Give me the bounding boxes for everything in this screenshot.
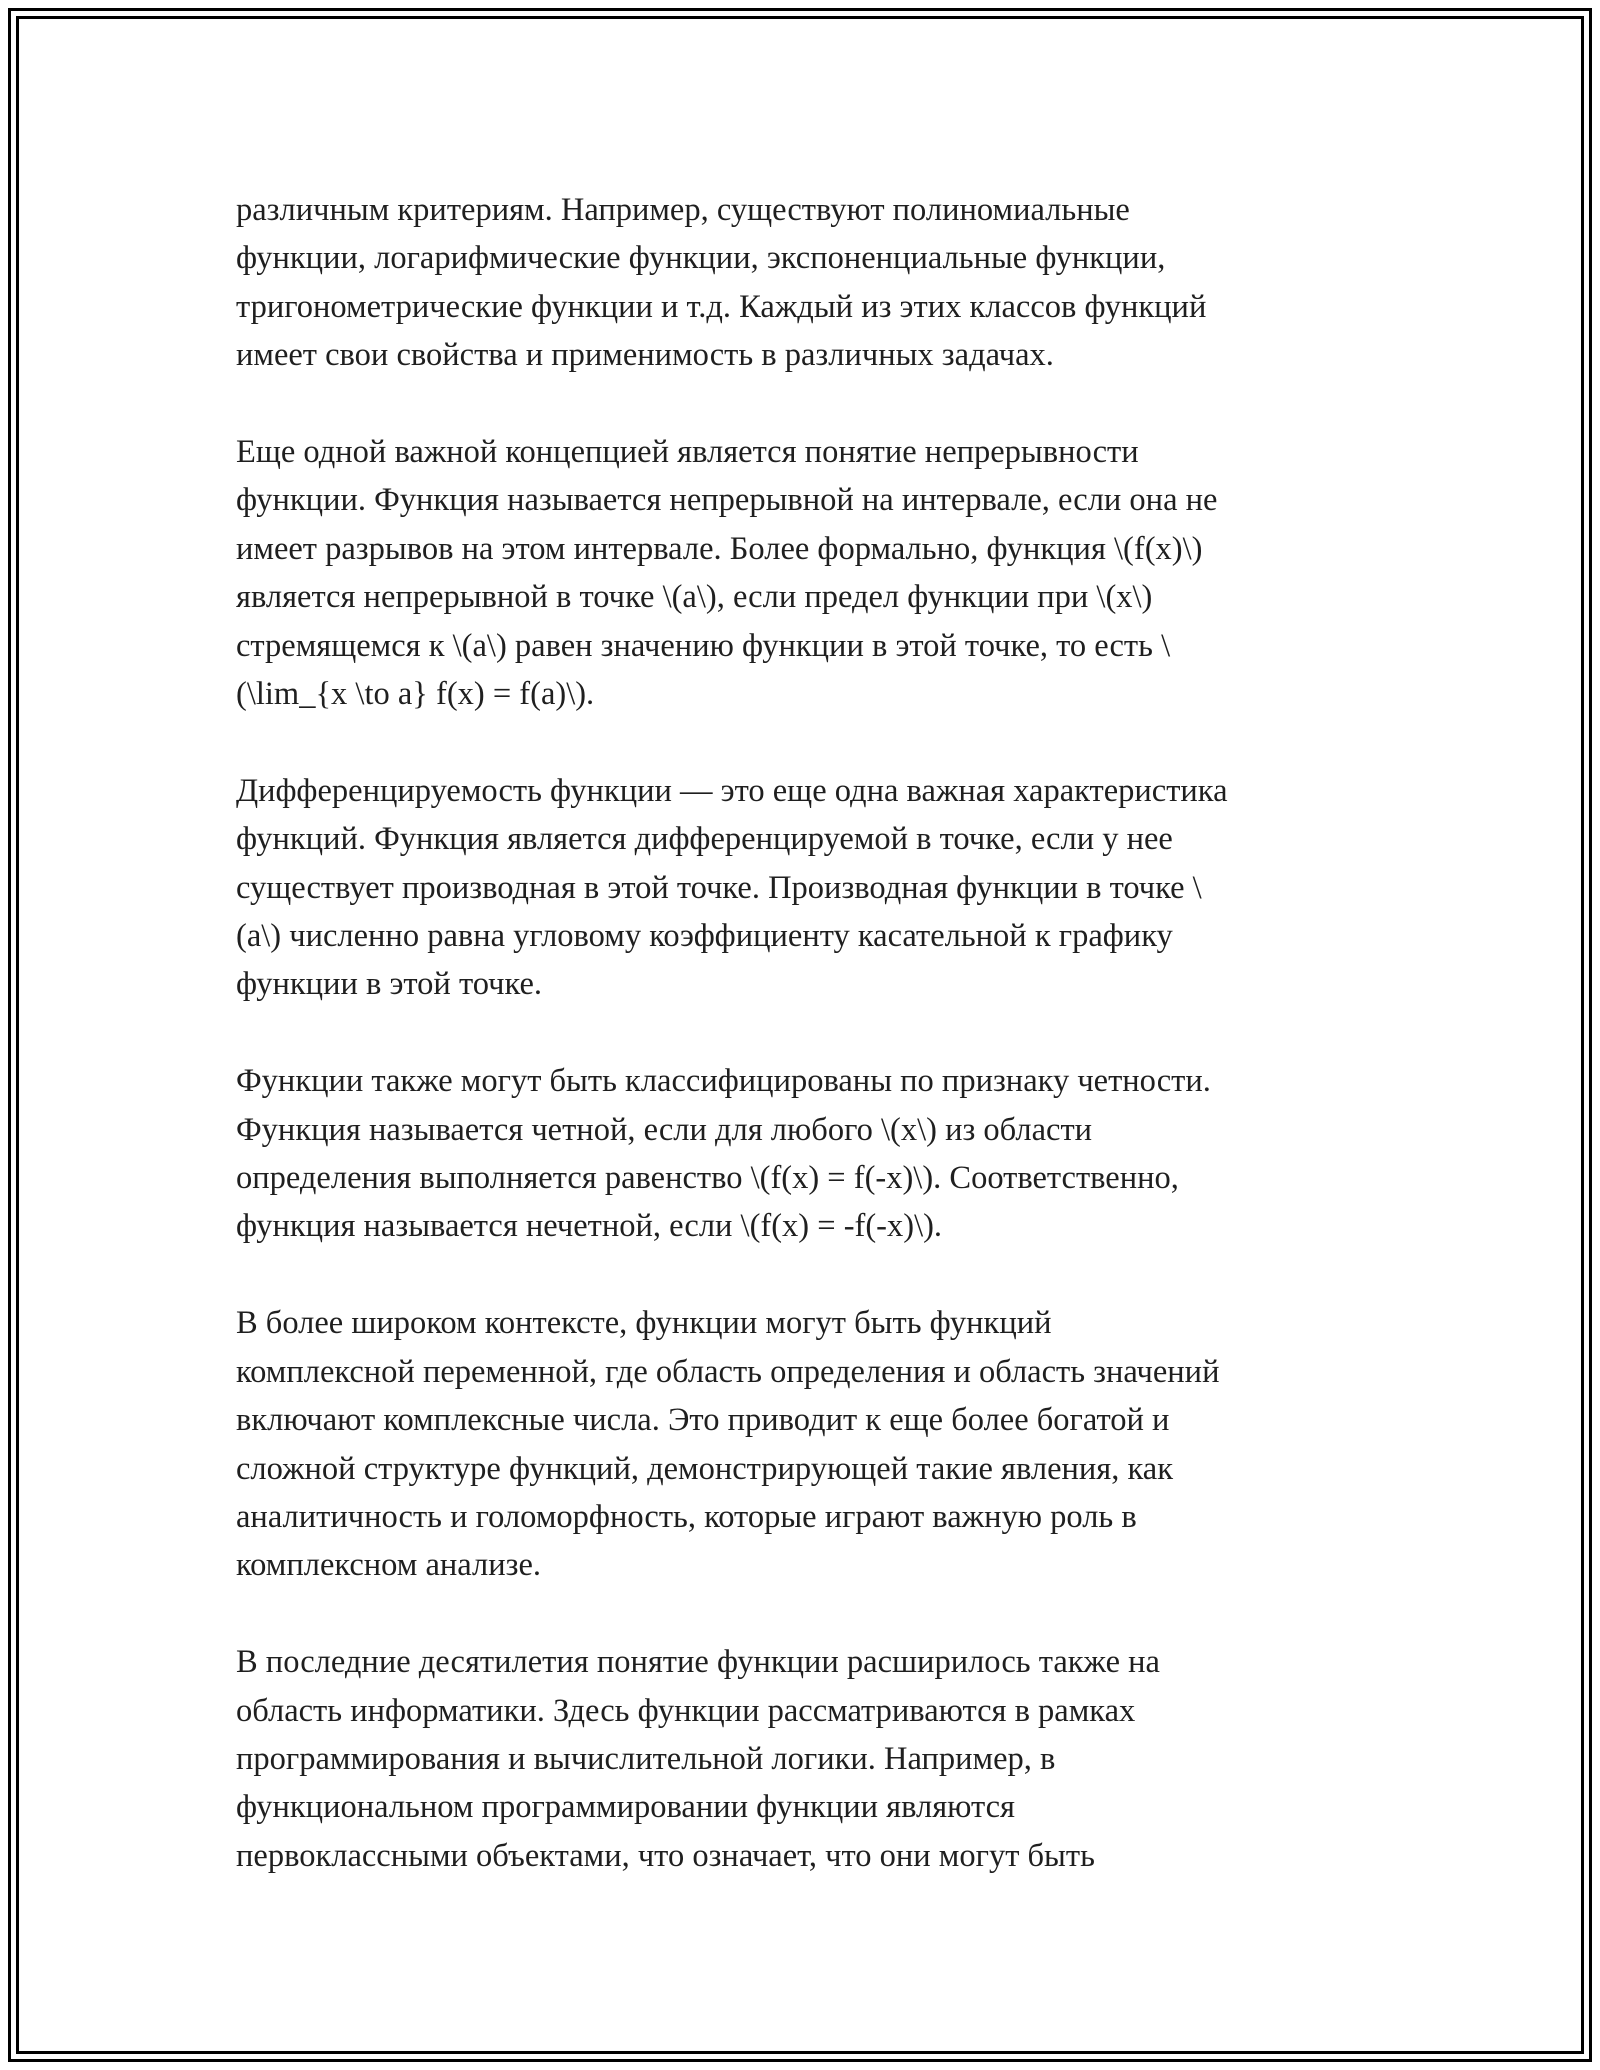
text-line: комплексном анализе. <box>236 1547 542 1584</box>
text-line: сложной структуре функций, демонстрирующей такие явления, как <box>236 1450 1174 1487</box>
text-line: функции, логарифмические функции, экспоненциальные функции, <box>236 240 1166 277</box>
text-line: (\lim_{x \to a} f(x) = f(a)\). <box>236 676 595 713</box>
text-line: различным критериям. Например, существуют полиномиальные <box>236 192 1130 228</box>
paragraph-differentiability <box>236 767 1376 1009</box>
text-line: комплексной переменной, где область определения и область значений <box>236 1353 1220 1390</box>
text-line: тригонометрические функции и т.д. Каждый из этих классов функций <box>236 288 1207 325</box>
text-line: функции. Функция называется непрерывной на интервале, если она не <box>236 482 1218 519</box>
text-line: В последние десятилетия понятие функции расширилось также на <box>236 1644 1160 1681</box>
text-line: включают комплексные числа. Это приводит к еще более богатой и <box>236 1402 1170 1439</box>
paragraph-function-classes <box>236 186 1376 380</box>
text-line: В более широком контексте, функции могут быть функций <box>236 1305 1052 1342</box>
document-body <box>236 186 1376 1929</box>
text-line: Функция называется четной, если для любого \(x\) из области <box>236 1111 1093 1148</box>
text-line: Еще одной важной концепцией является понятие непрерывности <box>236 434 1139 471</box>
text-line: имеет свои свойства и применимость в различных задачах. <box>236 337 1054 374</box>
text-line: Дифференцируемость функции — это еще одна важная характеристика <box>236 772 1228 809</box>
text-line: является непрерывной в точке \(a\), если предел функции при \(x\) <box>236 579 1153 616</box>
text-line: функций. Функция является дифференцируемой в точке, если у нее <box>236 821 1173 858</box>
text-line: стремящемся к \(a\) равен значению функции в этой точке, то есть \ <box>236 627 1171 664</box>
text-line: первоклассными объектами, что означает, что они могут быть <box>236 1837 1095 1874</box>
text-line: программирования и вычислительной логики. Например, в <box>236 1740 1056 1777</box>
text-line: функциональном программировании функции являются <box>236 1789 1015 1826</box>
text-line: определения выполняется равенство \(f(x) = f(-x)\). Соответственно, <box>236 1160 1179 1197</box>
paragraph-informatics <box>236 1638 1376 1880</box>
text-line: существует производная в этой точке. Производная функции в точке \ <box>236 869 1202 906</box>
text-line: имеет разрывов на этом интервале. Более формально, функция \(f(x)\) <box>236 530 1203 567</box>
text-line: функция называется нечетной, если \(f(x) = -f(-x)\). <box>236 1208 943 1245</box>
text-line: (a\) численно равна угловому коэффициенту касательной к графику <box>236 918 1173 955</box>
paragraph-continuity <box>236 428 1376 718</box>
paragraph-complex-variable <box>236 1299 1376 1589</box>
text-line: область информатики. Здесь функции рассматриваются в рамках <box>236 1692 1136 1729</box>
text-line: аналитичность и голоморфность, которые играют важную роль в <box>236 1498 1137 1535</box>
text-line: функции в этой точке. <box>236 966 543 1003</box>
paragraph-parity <box>236 1057 1376 1251</box>
text-line: Функции также могут быть классифицированы по признаку четности. <box>236 1063 1211 1100</box>
